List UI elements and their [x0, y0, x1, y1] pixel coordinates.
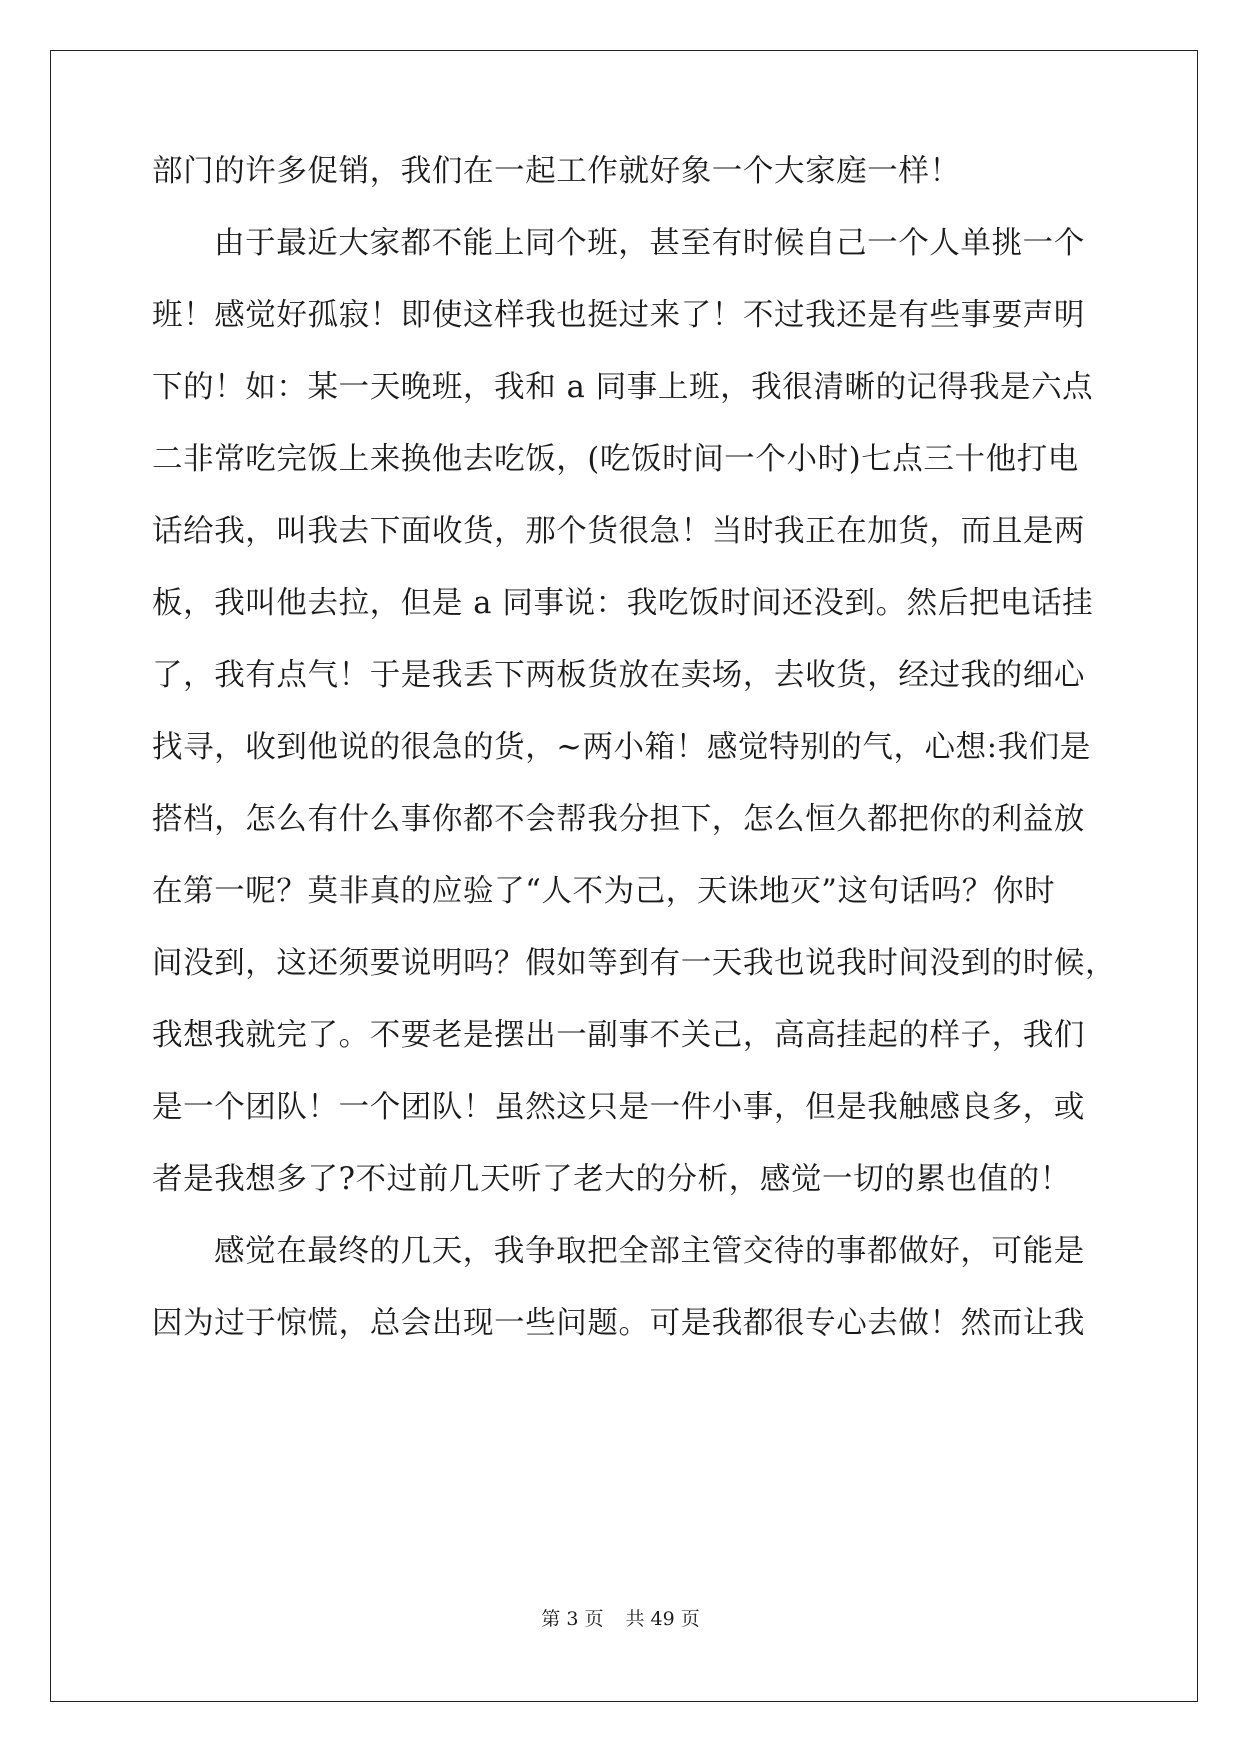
text-line: 因为过于惊慌，总会出现一些问题。可是我都很专心去做！然而让我	[152, 1306, 1085, 1341]
text-line: 找寻，收到他说的很急的货，~两小箱！感觉特别的气，心想:我们是	[152, 730, 1091, 765]
text-line: 话给我，叫我去下面收货，那个货很急！当时我正在加货，而且是两	[152, 514, 1085, 549]
text-line: 间没到，这还须要说明吗？假如等到有一天我也说我时间没到的时候，	[152, 946, 1117, 981]
text-line: 二非常吃完饭上来换他去吃饭，(吃饭时间一个小时)七点三十他打电	[152, 442, 1079, 477]
page-total: 共 49 页	[625, 1608, 700, 1630]
text-line: 者是我想多了?不过前几天听了老大的分析，感觉一切的累也值的！	[152, 1162, 1071, 1197]
page-footer	[0, 1607, 1241, 1631]
paragraph-first-line: 由于最近大家都不能上同个班，甚至有时候自己一个人单挑一个	[214, 226, 1085, 261]
text-line: 了，我有点气！于是我丢下两板货放在卖场，去收货，经过我的细心	[152, 658, 1085, 693]
text-line: 搭档，怎么有什么事你都不会帮我分担下，怎么恒久都把你的利益放	[152, 802, 1085, 837]
page-number: 第 3 页	[541, 1608, 604, 1630]
text-line: 我想我就完了。不要老是摆出一副事不关己，高高挂起的样子，我们	[152, 1018, 1085, 1053]
paragraph-first-line: 感觉在最终的几天，我争取把全部主管交待的事都做好，可能是	[214, 1234, 1085, 1269]
text-line: 是一个团队！一个团队！虽然这只是一件小事，但是我触感良多，或	[152, 1090, 1085, 1125]
text-line: 部门的许多促销，我们在一起工作就好象一个大家庭一样！	[152, 154, 961, 189]
text-line: 下的！如：某一天晚班，我和 a 同事上班，我很清晰的记得我是六点	[152, 370, 1094, 405]
text-line: 班！感觉好孤寂！即使这样我也挺过来了！不过我还是有些事要声明	[152, 298, 1085, 333]
text-line: 在第一呢？莫非真的应验了“人不为己，天诛地灭”这句话吗？你时	[152, 874, 1056, 909]
text-line: 板，我叫他去拉，但是 a 同事说：我吃饭时间还没到。然后把电话挂	[152, 586, 1094, 621]
